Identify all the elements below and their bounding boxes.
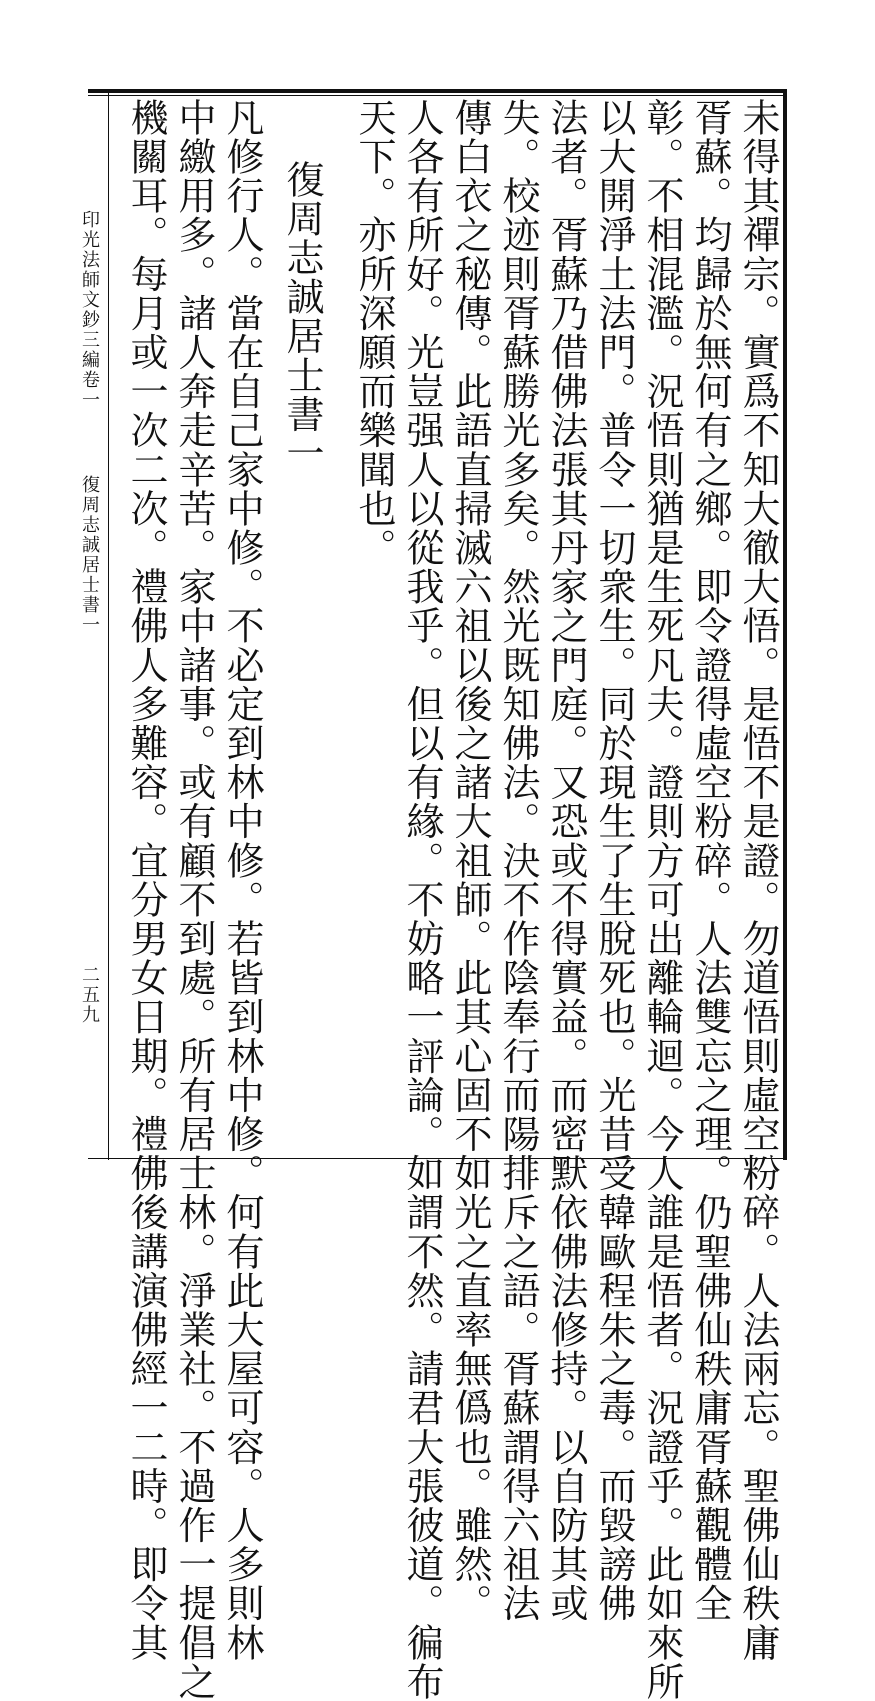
text-column-7: 傳白衣之秘傳。此語直掃滅六祖以後之諸大祖師。此其心固不如光之直率無僞也。雖然。 <box>448 98 492 1623</box>
text-column-13: 機關耳。每月或一次二次。禮佛人多難容。宜分男女日期。禮佛後講演佛經一二時。即令其 <box>124 98 168 1662</box>
running-head: 印光法師文鈔三編卷一 <box>79 210 100 410</box>
text-column-6: 失。校迹則胥蘇勝光多矣。然光既知佛法。決不作陰奉行而陽排斥之語。胥蘇謂得六祖法 <box>496 98 540 1623</box>
text-column-5: 法者。胥蘇乃借佛法張其丹家之門庭。又恐或不得實益。而密默依佛法修持。以自防其或 <box>544 98 588 1623</box>
text-column-11: 凡修行人。當在自己家中修。不必定到林中修。若皆到林中修。何有此大屋可容。人多則林 <box>220 98 264 1662</box>
text-column-3: 彰。不相混濫。況悟則猶是生死凡夫。證則方可出離輪迴。今人誰是悟者。況證乎。此如來所 <box>640 98 684 1701</box>
text-column-2: 胥蘇。均歸於無何有之鄉。即令證得虛空粉碎。人法雙忘之理。仍聖佛仙秩庸胥蘇觀體全 <box>688 98 732 1623</box>
border-top-thick <box>88 89 784 93</box>
text-column-9: 天下。亦所深願而樂聞也。 <box>352 98 396 568</box>
margin-divider <box>108 89 109 1160</box>
text-column-8: 人各有所好。光豈强人以從我乎。但以有緣。不妨略一評論。如謂不然。請君大張彼道。徧布 <box>400 98 444 1701</box>
border-top-thin <box>88 95 784 96</box>
page-number: 二五九 <box>79 965 100 1025</box>
section-title-margin: 復周志誠居士書一 <box>79 475 100 635</box>
text-column-12: 中繳用多。諸人奔走辛苦。家中諸事。或有顧不到處。所有居士林。淨業社。不過作一提倡之 <box>172 98 216 1701</box>
text-column-1: 未得其禪宗。實爲不知大徹大悟。是悟不是證。勿道悟則虛空粉碎。人法兩忘。聖佛仙秩庸 <box>736 98 780 1662</box>
letter-title: 復周志誠居士書一 <box>280 160 324 473</box>
text-column-4: 以大開淨土法門。普令一切衆生。同於現生了生脫死也。光昔受韓歐程朱之毒。而毀謗佛 <box>592 98 636 1623</box>
border-right <box>783 89 787 1160</box>
